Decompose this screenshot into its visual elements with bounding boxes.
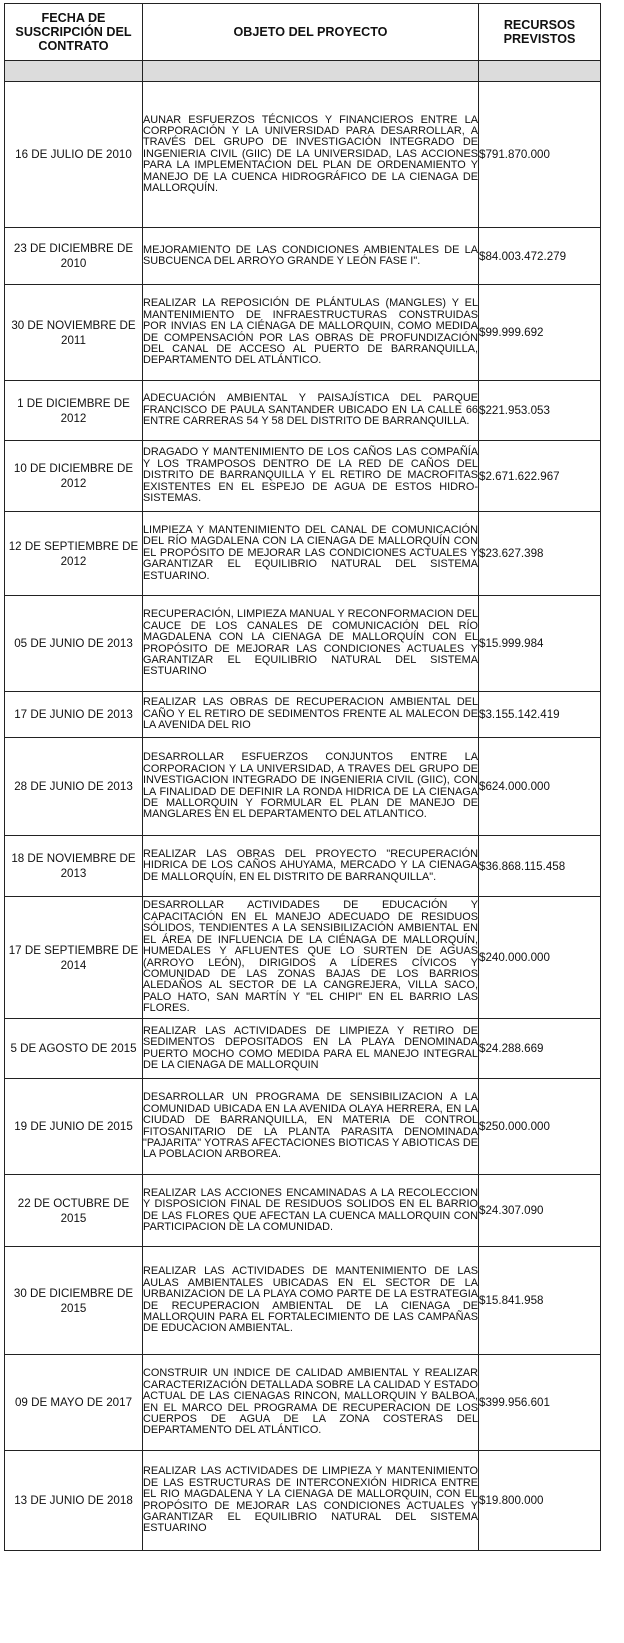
project-object: REALIZAR LAS ACTIVIDADES DE LIMPIEZA Y RETIRO DE SEDIMENTOS DEPOSITADOS EN LA PLAYA DENOMINADA PUERTO MOCHO COMO MEDIDA PARA EL MANEJO INTEGRAL DE LA CIENAGA DE MALLORQUIN (143, 1019, 479, 1079)
project-object: REALIZAR LA REPOSICIÓN DE PLÁNTULAS (MANGLES) Y EL MANTENIMIENTO DE INFRAESTRUCTURAS CONSTRUIDAS POR INVIAS EN LA CIÉNAGA DE MALLORQUIN, COMO MEDIDA DE COMPENSACIÓN POR LAS OBRAS DE PROFUNDIZACIÓN DEL CANAL DE ACCESO AL PUERTO DE BARRANQUILLA, DEPARTAMENTO DEL ATLÁNTICO. (143, 285, 479, 381)
contract-date: 23 DE DICIEMBRE DE 2010 (5, 228, 143, 285)
object-column-header: OBJETO DEL PROYECTO (143, 4, 479, 61)
contracts-table (4, 3, 601, 1551)
project-object: REALIZAR LAS OBRAS DE RECUPERACION AMBIENTAL DEL CAÑO Y EL RETIRO DE SEDIMENTOS FRENTE AL MALECON DE LA AVENIDA DEL RIO (143, 692, 479, 738)
table-row (5, 836, 601, 897)
project-object: MEJORAMIENTO DE LAS CONDICIONES AMBIENTALES DE LA SUBCUENCA DEL ARROYO GRANDE Y LEÓN FASE I". (143, 228, 479, 285)
planned-resources: $24.288.669 (479, 1019, 601, 1079)
planned-resources: $221.953.053 (479, 381, 601, 441)
project-object: REALIZAR LAS ACCIONES ENCAMINADAS A LA RECOLECCION Y DISPOSICION FINAL DE RESIDUOS SOLIDOS EN EL BARRIO DE LAS FLORES QUE AFECTAN LA CUENCA MALLORQUIN CON PARTICIPACION DE LA COMUNIDAD. (143, 1175, 479, 1247)
header-row (5, 4, 601, 61)
table-row (5, 441, 601, 512)
contract-date: 19 DE JUNIO DE 2015 (5, 1079, 143, 1175)
project-object: REALIZAR LAS ACTIVIDADES DE MANTENIMIENTO DE LAS AULAS AMBIENTALES UBICADAS EN EL SECTOR DE LA URBANIZACION DE LA PLAYA COMO PARTE DE LA ESTRATEGIA DE RECUPERACION AMBIENTAL DE LA CIENAGA DE MALLORQUIN PARA EL FORTALECIMIENTO DE LAS CAMPAÑAS DE EDUCACION AMBIENTAL. (143, 1247, 479, 1355)
contract-date: 10 DE DICIEMBRE DE 2012 (5, 441, 143, 512)
planned-resources: $3.155.142.419 (479, 692, 601, 738)
project-object: DRAGADO Y MANTENIMIENTO DE LOS CAÑOS LAS COMPAÑÍA Y LOS TRAMPOSOS DENTRO DE LA RED DE CAÑOS DEL DISTRITO DE BARRANQUILLA Y EL RETIRO DE MACROFITAS EXISTENTES EN EL ESPEJO DE AGUA DE ESTOS HIDRO-SISTEMAS. (143, 441, 479, 512)
table-row (5, 381, 601, 441)
table-row (5, 738, 601, 836)
contract-date: 12 DE SEPTIEMBRE DE 2012 (5, 512, 143, 596)
project-object: ADECUACIÓN AMBIENTAL Y PAISAJÍSTICA DEL PARQUE FRANCISCO DE PAULA SANTANDER UBICADO EN LA CALLE 66 ENTRE CARRERAS 54 Y 58 DEL DISTRITO DE BARRANQUILLA. (143, 381, 479, 441)
table-row (5, 1019, 601, 1079)
contract-date: 13 DE JUNIO DE 2018 (5, 1451, 143, 1551)
table-row (5, 1079, 601, 1175)
contract-date: 16 DE JULIO DE 2010 (5, 82, 143, 228)
subheader-cell (143, 61, 479, 82)
table-row (5, 897, 601, 1019)
table-row (5, 596, 601, 692)
project-object: AUNAR ESFUERZOS TÉCNICOS Y FINANCIEROS ENTRE LA CORPORACIÓN Y LA UNIVERSIDAD PARA DESARROLLAR, A TRAVÉS DEL GRUPO DE INVESTIGACIÓN INTEGRADO DE INGENIERIA CIVIL (GIIC) DE LA UNIVERSIDAD, LAS ACCIONES PARA LA IMPLEMENTACION DEL PLAN DE ORDENAMIENTO Y MANEJO DE LA CUENCA HIDROGRÁFICO DE LA CIENAGA DE MALLORQUÍN. (143, 82, 479, 228)
planned-resources: $250.000.000 (479, 1079, 601, 1175)
contract-date: 28 DE JUNIO DE 2013 (5, 738, 143, 836)
planned-resources: $240.000.000 (479, 897, 601, 1019)
contract-date: 05 DE JUNIO DE 2013 (5, 596, 143, 692)
planned-resources: $399.956.601 (479, 1355, 601, 1451)
contract-date: 30 DE NOVIEMBRE DE 2011 (5, 285, 143, 381)
project-object: RECUPERACIÓN, LIMPIEZA MANUAL Y RECONFORMACION DEL CAUCE DE LOS CANALES DE COMUNICACIÓN DEL RÍO MAGDALENA CON LA CIENAGA DE MALLORQUÍN CON EL PROPÓSITO DE MEJORAR LAS CONDICIONES ACTUALES Y GARANTIZAR EL EQUILIBRIO NATURAL DEL SISTEMA ESTUARINO (143, 596, 479, 692)
table-row (5, 82, 601, 228)
planned-resources: $19.800.000 (479, 1451, 601, 1551)
table-row (5, 1175, 601, 1247)
planned-resources: $24.307.090 (479, 1175, 601, 1247)
planned-resources: $99.999.692 (479, 285, 601, 381)
contract-date: 09 DE MAYO DE 2017 (5, 1355, 143, 1451)
project-object: DESARROLLAR ACTIVIDADES DE EDUCACIÓN Y CAPACITACIÓN EN EL MANEJO ADECUADO DE RESIDUOS SÓLIDOS, TENDIENTES A LA SENSIBILIZACIÓN AMBIENTAL EN EL ÁREA DE INFLUENCIA DE LA CIÉNAGA DE MALLORQUÍN, HUMEDALES Y AFLUENTES QUE LO SURTEN DE AGUAS (ARROYO LEÓN), DIRIGIDOS A LÍDERES CÍVICOS Y COMUNIDAD DE LAS ZONAS BAJAS DE LOS BARRIOS ALEDAÑOS AL SECTOR DE LA CANGREJERA, VILLA SACO, PALO HATO, SAN MARTÍN Y "EL CHIPI" EN EL BARRIO LAS FLORES. (143, 897, 479, 1019)
planned-resources: $36.868.115.458 (479, 836, 601, 897)
table-row (5, 512, 601, 596)
project-object: DESARROLLAR UN PROGRAMA DE SENSIBILIZACION A LA COMUNIDAD UBICADA EN LA AVENIDA OLAYA HERRERA, EN LA CIUDAD DE BARRANQUILLA, EN MATERIA DE CONTROL FITOSANITARIO DE LA PLANTA PARASITA DENOMINADA "PAJARITA" YOTRAS AFECTACIONES BIOTICAS Y ABIOTICAS DE LA POBLACION ARBOREA. (143, 1079, 479, 1175)
planned-resources: $23.627.398 (479, 512, 601, 596)
planned-resources: $84.003.472.279 (479, 228, 601, 285)
contract-date: 17 DE SEPTIEMBRE DE 2014 (5, 897, 143, 1019)
planned-resources: $2.671.622.967 (479, 441, 601, 512)
project-object: REALIZAR LAS ACTIVIDADES DE LIMPIEZA Y MANTENIMIENTO DE LAS ESTRUCTURAS DE INTERCONEXIÓN HIDRICA ENTRE EL RIO MAGDALENA Y LA CIENAGA DE MALLORQUIN, CON EL PROPÓSITO DE MEJORAR LAS CONDICIONES ACTUALES Y GARANTIZAR EL EQUILIBRIO NATURAL DEL SISTEMA ESTUARINO (143, 1451, 479, 1551)
resources-column-header: RECURSOS PREVISTOS (479, 4, 601, 61)
project-object: DESARROLLAR ESFUERZOS CONJUNTOS ENTRE LA CORPORACION Y LA UNIVERSIDAD, A TRAVES DEL GRUPO DE INVESTIGACION INTEGRADO DE INGENIERIA CIVIL (GIIC), CON LA FINALIDAD DE DEFINIR LA RONDA HIDRICA DE LA CIENAGA DE MALLORQUIN Y FORMULAR EL PLAN DE MANEJO DE MANGLARES EN EL DEPARTAMENTO DEL ATLANTICO. (143, 738, 479, 836)
subheader-cell (479, 61, 601, 82)
planned-resources: $15.841.958 (479, 1247, 601, 1355)
subheader-cell (5, 61, 143, 82)
table-row (5, 1355, 601, 1451)
date-column-header: FECHA DE SUSCRIPCIÓN DEL CONTRATO (5, 4, 143, 61)
contract-date: 5 DE AGOSTO DE 2015 (5, 1019, 143, 1079)
project-object: CONSTRUIR UN INDICE DE CALIDAD AMBIENTAL Y REALIZAR CARACTERIZACIÓN DETALLADA SOBRE LA CALIDAD Y ESTADO ACTUAL DE LAS CIENAGAS RINCON, MALLORQUIN Y BALBOA, EN EL MARCO DEL PROGRAMA DE RECUPERACION DE LOS CUERPOS DE AGUA DE LA ZONA COSTERAS DEL DEPARTAMENTO DEL ATLÁNTICO. (143, 1355, 479, 1451)
project-object: LIMPIEZA Y MANTENIMIENTO DEL CANAL DE COMUNICACIÓN DEL RÍO MAGDALENA CON LA CIENAGA DE MALLORQUÍN CON EL PROPÓSITO DE MEJORAR LAS CONDICIONES ACTUALES Y GARANTIZAR EL EQUILIBRIO NATURAL DEL SISTEMA ESTUARINO. (143, 512, 479, 596)
table-row (5, 692, 601, 738)
table-row (5, 285, 601, 381)
table-row (5, 1247, 601, 1355)
table-row (5, 228, 601, 285)
contract-date: 17 DE JUNIO DE 2013 (5, 692, 143, 738)
contract-date: 18 DE NOVIEMBRE DE 2013 (5, 836, 143, 897)
contract-date: 22 DE OCTUBRE DE 2015 (5, 1175, 143, 1247)
subheader-band (5, 61, 601, 82)
contract-date: 1 DE DICIEMBRE DE 2012 (5, 381, 143, 441)
table-row (5, 1451, 601, 1551)
planned-resources: $15.999.984 (479, 596, 601, 692)
contract-date: 30 DE DICIEMBRE DE 2015 (5, 1247, 143, 1355)
project-object: REALIZAR LAS OBRAS DEL PROYECTO "RECUPERACIÓN HIDRICA DE LOS CAÑOS AHUYAMA, MERCADO Y LA CIENAGA DE MALLORQUÍN, EN EL DISTRITO DE BARRANQUILLA". (143, 836, 479, 897)
planned-resources: $624.000.000 (479, 738, 601, 836)
planned-resources: $791.870.000 (479, 82, 601, 228)
